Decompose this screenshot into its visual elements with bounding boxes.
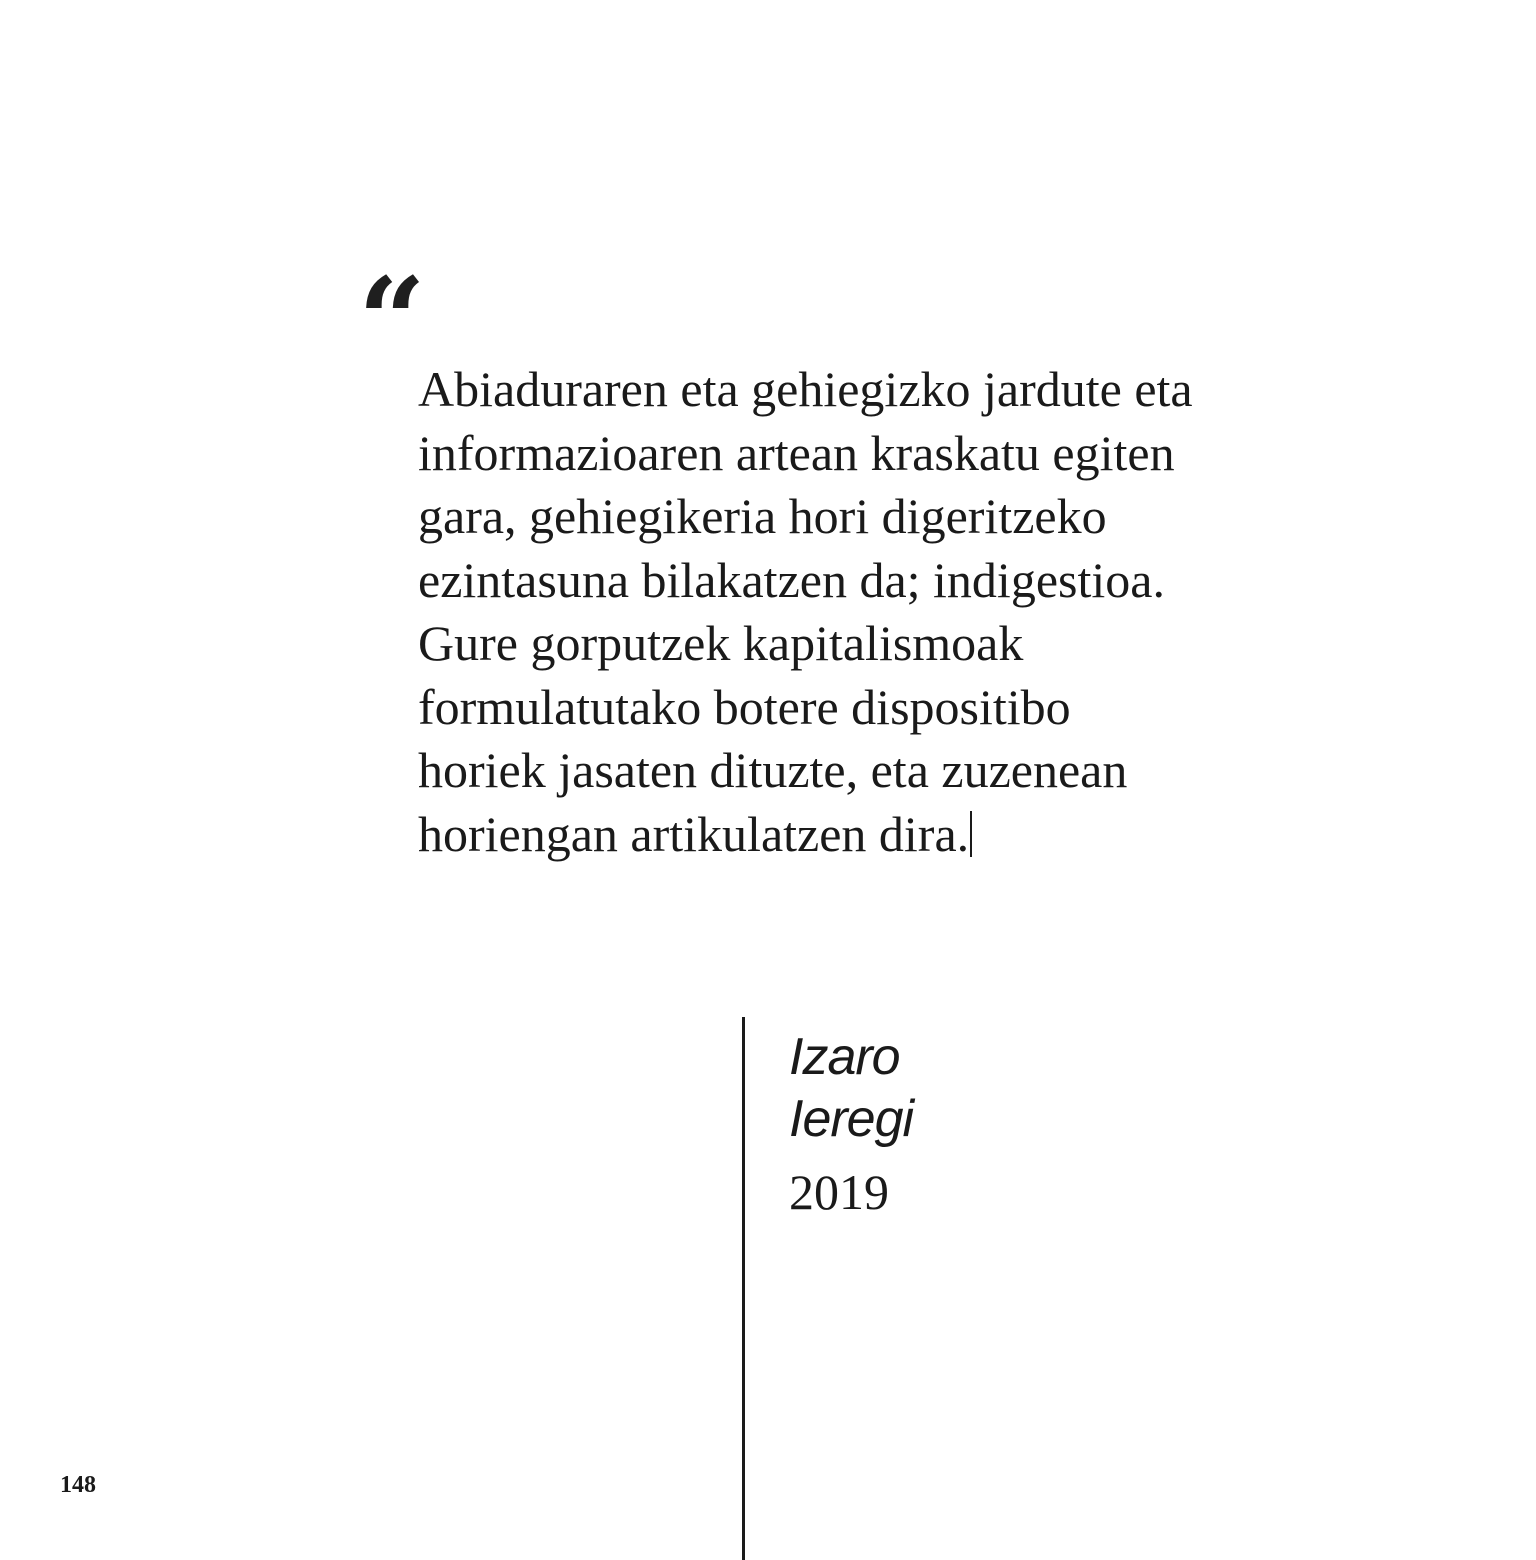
author-last-name: Ieregi [789, 1090, 914, 1148]
quote-line: horiek jasaten dituzte, eta zuzenean [418, 742, 1128, 798]
text-caret [970, 811, 972, 857]
quote-line: informazioaren artean kraskatu egiten [418, 424, 1175, 481]
quote-last-line [418, 803, 1318, 867]
author-block [789, 1026, 913, 1222]
author-first-name: Izaro [789, 1028, 900, 1086]
quote-line: formulatutako botere dispositibo [418, 678, 1071, 735]
opening-quote-mark: “ [358, 251, 426, 390]
quote-line: Abiaduraren eta gehiegizko jardute eta [418, 361, 1193, 417]
quote-line: gara, gehiegikeria hori digeritzeko [418, 488, 1107, 544]
quote-line: ezintasuna bilakatzen da; indigestioa. [418, 551, 1165, 608]
author-year: 2019 [789, 1164, 889, 1220]
quote-text [418, 358, 1318, 866]
page-number: 148 [60, 1472, 96, 1498]
vertical-divider [742, 1017, 745, 1560]
quote-line-text: horiengan artikulatzen dira. [418, 805, 970, 862]
quote-line: Gure gorputzek kapitalismoak [418, 615, 1024, 671]
